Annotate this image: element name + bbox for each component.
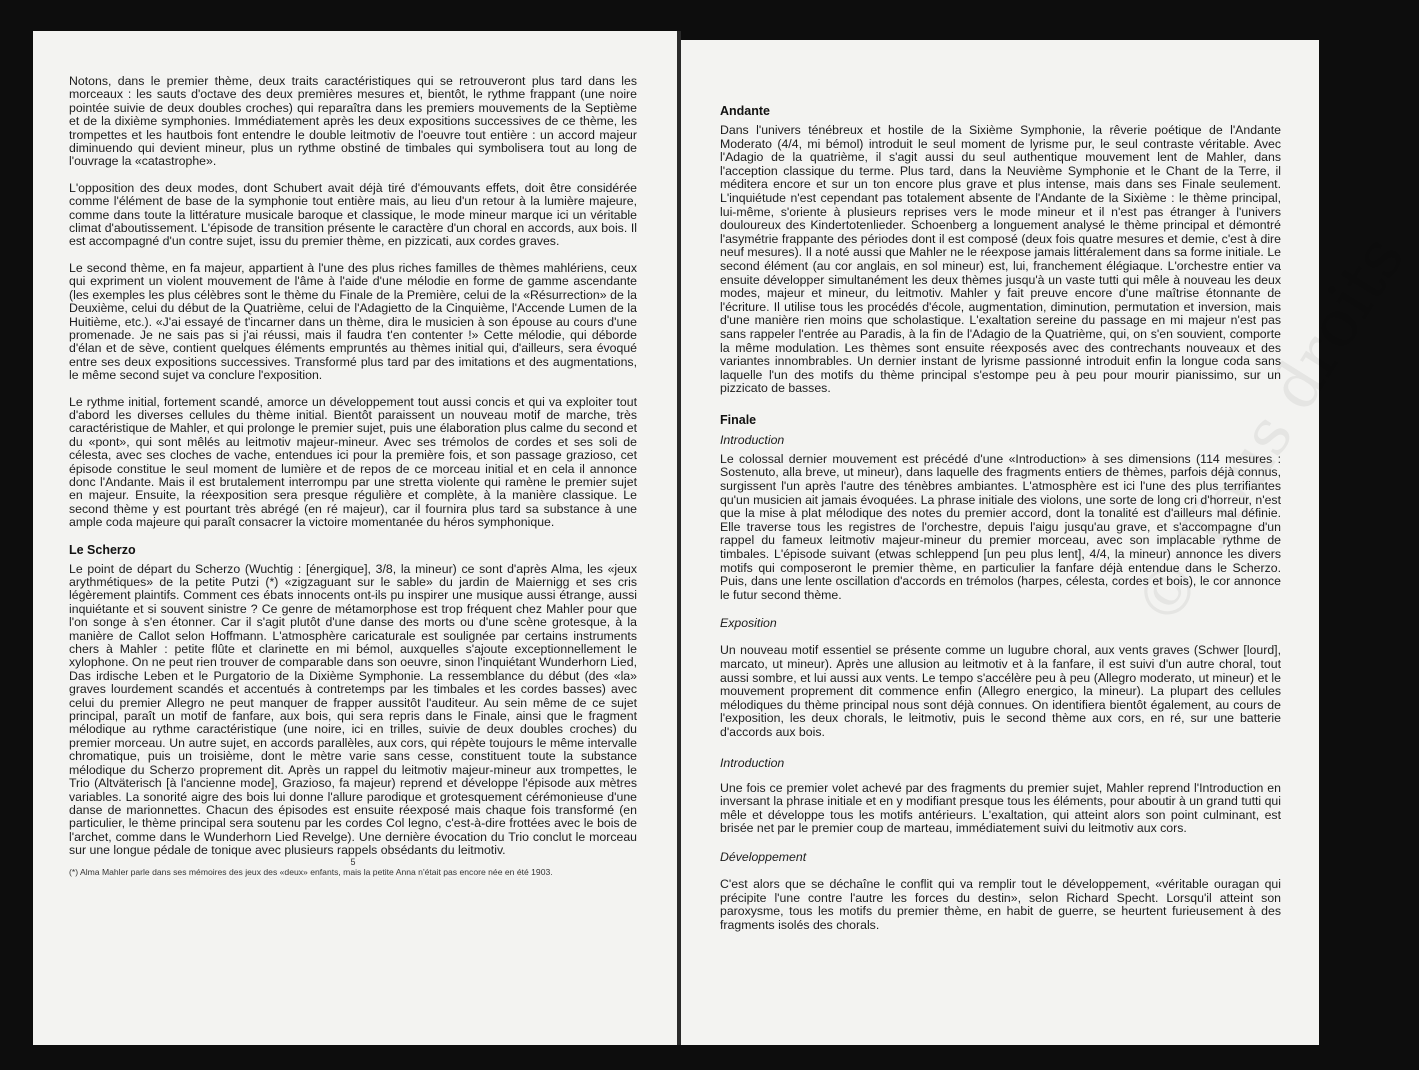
footnote: (*) Alma Mahler parle dans ses mémoires des jeux des «deux» enfants, mais la petite Anna n'était pas encore née en été 1903. [69,866,553,877]
body-paragraph: Dans l'univers ténébreux et hostile de la Sixième Symphonie, la rêverie poétique de l'Andante Moderato (4/4, mi bémol) introduit le seul moment de lyrisme pur, le seul contraste véritable. Avec l'Adagio de la quatrième, il s'agit aussi du seul authentique mouvement lent de Mahler, dans l'acception classique du terme. Plus tard, dans la Neuvième Symphonie et le Chant de la Terre, il méditera encore et sur un ton encore plus grave et plus intense, mais dans ses Finale seulement. L'inquiétude n'est cependant pas totalement absente de l'Andante de la Sixième : le thème principal, lui-même, s'oriente à plusieurs reprises vers le mode mineur et il n'est pas étranger à l'univers douloureux des Kindertotenlieder. Schoenberg a longuement analysé le thème principal et démontré l'asymétrie frappante des périodes dont il est composé (deux fois quatre mesures et demie, c'est à dire neuf mesures). Il a noté aussi que Mahler ne le réexpose jamais littéralement dans sa forme initiale. Le second élément (au cor anglais, en sol mineur) est, lui, franchement élégiaque. L'orchestre entier va ensuite développer simultanément les deux thèmes jusqu'à un vaste tutti qui mêle à nouveau les deux modes, majeur et mineur, du leitmotiv. Mahler y fait preuve encore d'une maîtrise étonnante de l'écriture. Il utilise tous les procédés d'école, augmentation, diminution, permutation et inversion, mais d'une manière rien moins que scholastique. L'exaltation sereine du passage en mi majeur n'est pas sans rappeler l'entrée au Paradis, à la fin de l'Adagio de la Quatrième, qui, on s'en souvient, comporte la même modulation. Les thèmes sont ensuite réexposés avec des contrechants nouveaux et des variantes innombrables. Un dernier instant de lyrisme passionné introduit enfin la longue coda sans laquelle l'un des motifs du thème principal s'estompe peu à peu pour mourir pianissimo, sur un pizzicato de basses. [720,123,1281,396]
watermark: © Tous droits [1121,223,1419,640]
body-paragraph: Le rythme initial, fortement scandé, amorce un développement tout aussi concis et qui va exploiter tout d'abord les diverses cellules du thème initial. Bientôt paraissent un nouveau motif de marche, très caractéristique de Mahler, et qui prolonge le premier sujet, puis une élaboration plus calme du second et du «pont», qui sont mêlés au leitmotiv majeur-mineur. Avec ses trémolos de cordes et ses soli de célesta, avec ses cloches de vache, entendues ici pour la première fois, et son passage grazioso, cet épisode constitue le seul moment de lumière et de repos de ce morceau initial et en cela il annonce donc l'Andante. Mais il est brutalement interrompu par une stretta violente qui ramène le premier sujet en majeur. Ensuite, la réexposition sera presque régulière et complète, à la manière classique. Le second thème y est pourtant très abrégé (en ré majeur), car il fournira plus tard sa substance à une ample coda majeure qui paraît consacrer la victoire momentanée du héros symphonique. [69,394,637,530]
subheading-developpement: Développement [720,849,807,864]
body-paragraph: Le second thème, en fa majeur, appartient à l'une des plus riches familles de thèmes mahlériens, ceux qui expriment un violent mouvement de l'âme à l'aide d'une mélodie en forme de gamme ascendante (les exemples les plus célèbres sont le thème du Finale de la Première, celui de la «Résurrection» de la Deuxième, celui du début de la Quatrième, celui de l'Adagietto de la Cinquième, l'Accende Lumen de la Huitième, etc.). «J'ai essayé de t'incarner dans un thème, dira le musicien à son épouse au cours d'une promenade. Je ne sais pas si j'ai réussi, mais il faudra t'en contenter !» Cette mélodie, qui déborde d'élan et de sève, contient quelques éléments empruntés au thèmes initial qui, d'ailleurs, sera évoqué entre ses deux expositions successives. Transformé plus tard par des imitations et des augmentations, le même second sujet va conclure l'exposition. [69,260,637,383]
body-paragraph: L'opposition des deux modes, dont Schubert avait déjà tiré d'émouvants effets, doit être considérée comme l'élément de base de la symphonie tout entière mais, au lieu d'un retour à la lumière majeure, comme dans toute la littérature musicale baroque et classique, le mode mineur marque ici un véritable climat d'aboutissement. L'épisode de transition présente le caractère d'un choral en accords, aux bois. Il est accompagné d'un contre sujet, issu du premier thème, en pizzicati, aux cordes graves. [69,180,637,249]
body-paragraph: Un nouveau motif essentiel se présente comme un lugubre choral, aux vents graves (Schwer [lourd], marcato, ut mineur). Après une allusion au leitmotiv et à la fanfare, il est suivi d'un autre choral, tout aussi sombre, et lui aussi aux vents. Le tempo s'accélère peu à peu (Allegro moderato, ut mineur) et le mouvement proprement dit commence enfin (Allegro energico, la mineur). La plupart des cellules mélodiques du thème principal nous sont déjà connues. On identifiera bientôt également, au cours de l'exposition, les deux chorals, le leitmotiv, puis le second thème aux cors, en ré, sur une batterie d'accords aux bois. [720,643,1281,739]
body-paragraph: Le point de départ du Scherzo (Wuchtig : [énergique], 3/8, la mineur) ce sont d'après Alma, les «jeux arythmétiques» de la petite Putzi (*) «zigzaguant sur le sable» du jardin de Maiernigg et ses cris légèrement plaintifs. Comment ces ébats innocents ont-ils pu inspirer une musique aussi étrange, aussi inquiétante et si souvent sinistre ? Ce genre de métamorphose est trop fréquent chez Mahler pour que l'on songe à s'en étonner. Car il s'agit plutôt d'une danse des morts ou d'une scène grotesque, à la manière de Callot selon Hoffmann. L'atmosphère caricaturale est soulignée par certains instruments chers à Mahler : petite flûte et clarinette en mi bémol, auxquelles s'ajoute exceptionnellement le xylophone. On ne peut rien trouver de comparable dans son oeuvre, sinon l'inquiétant Wunderhorn Lied, Das irdische Leben et le Purgatorio de la Dixième Symphonie. La ressemblance du début (des «la» graves lourdement scandés et accentués à contretemps par les timbales et les cordes basses) avec celui du premier Allegro ne peut manquer de frapper aussitôt l'auditeur. Au sein même de ce sujet principal, paraît un motif de fanfare, aux bois, qui sera repris dans le Finale, ainsi que le fragment mélodique au rythme caractéristique (une noire, ici en trilles, suivie de deux doubles croches) du premier morceau. Un autre sujet, en accords parallèles, aux cors, qui répète toujours le même intervalle chromatique, puis un troisième, dont le mètre varie sans cesse, constituent toute la substance mélodique du Scherzo proprement dit. Après un rappel du leitmotiv majeur-mineur aux trompettes, le Trio (Altväterisch [à l'ancienne mode], Grazioso, fa majeur) reprend et développe l'épisode aux mètres variables. La sonorité aigre des bois lui donne l'allure parodique et grotesquement cérémonieuse d'une danse de marionnettes. Chacun des épisodes est ensuite réexposé mais chaque fois transformé (en particulier, le thème principal sera soutenu par les cordes Col legno, c'est-à-dire frottées avec le bois de l'archet, comme dans le Wunderhorn Lied Revelge). Une dernière évocation du Trio conclut le morceau sur une longue pédale de tonique avec plusieurs rappels obsédants du leitmotiv. [69,561,637,858]
body-paragraph: Le colossal dernier mouvement est précédé d'une «Introduction» à ses dimensions (114 mesures : Sostenuto, alla breve, ut mineur), dans laquelle des fragments entiers de thèmes, parfois déjà connus, surgissent l'un après l'autre des ténèbres ambiantes. L'atmosphère est ici l'une des plus terrifiantes qu'un musicien ait jamais évoquées. La phrase initiale des violons, une sorte de long cri d'horreur, n'est que la mise à plat mélodique des notes du premier accord, dont la tonalité est d'ailleurs mal définie. Elle traverse tous les registres de l'orchestre, depuis l'aigu jusqu'au grave, et s'accompagne d'un rappel du fameux leitmotiv majeur-mineur du premier morceau, avec son implacable rythme de timbales. L'épisode suivant (etwas schleppend [un peu plus lent], 4/4, la mineur) annonce les divers motifs qui composeront le premier thème, en particulier la fanfare déjà entendue dans le Scherzo. Puis, dans une lente oscillation d'accords en trémolos (harpes, célesta, cordes et bois), le cor annonce le futur second thème. [720,451,1281,602]
section-heading-finale: Finale [720,412,757,427]
body-paragraph: Notons, dans le premier thème, deux traits caractéristiques qui se retrouveront plus tard dans les morceaux : les sauts d'octave des deux premières mesures et, bientôt, le rythme frappant (une noire pointée suivie de deux doubles croches) qui reparaîtra dans les premiers mouvements de la Septième et de la dixième symphonies. Immédiatement après les deux expositions successives de ce thème, les trompettes et les hautbois font entendre le double leitmotiv de l'oeuvre tout entière : un accord majeur diminuendo qui devient mineur, plus un rythme obstiné de timbales qui symbolisera tout au long de l'ouvrage la «catastrophe». [69,74,637,169]
page-number: 5 [350,856,356,867]
subheading-introduction-2: Introduction [720,755,785,770]
body-paragraph: C'est alors que se déchaîne le conflit qui va remplir tout le développement, «véritable ouragan qui précipite l'une contre l'autre les forces du destin», selon Richard Specht. Lorsqu'il atteint son paroxysme, tous les motifs du premier thème, en habit de guerre, se heurtent furieusement à des fragments isolés des chorals. [720,876,1281,932]
body-paragraph: Une fois ce premier volet achevé par des fragments du premier sujet, Mahler reprend l'Introduction en inversant la phrase initiale et en y modifiant presque tous les éléments, pour aboutir à un grand tutti qui mêle et développe tous les motifs antérieurs. L'exaltation, qui atteint alors son point culminant, est brisée net par le premier coup de marteau, immédiatement suivi du leitmotiv aux cors. [720,780,1281,836]
section-heading-scherzo: Le Scherzo [69,542,136,557]
right-page [681,40,1419,1045]
subheading-exposition: Exposition [720,616,777,631]
left-page [33,31,677,1045]
section-heading-andante: Andante [720,104,770,118]
subheading-introduction: Introduction [720,432,785,447]
